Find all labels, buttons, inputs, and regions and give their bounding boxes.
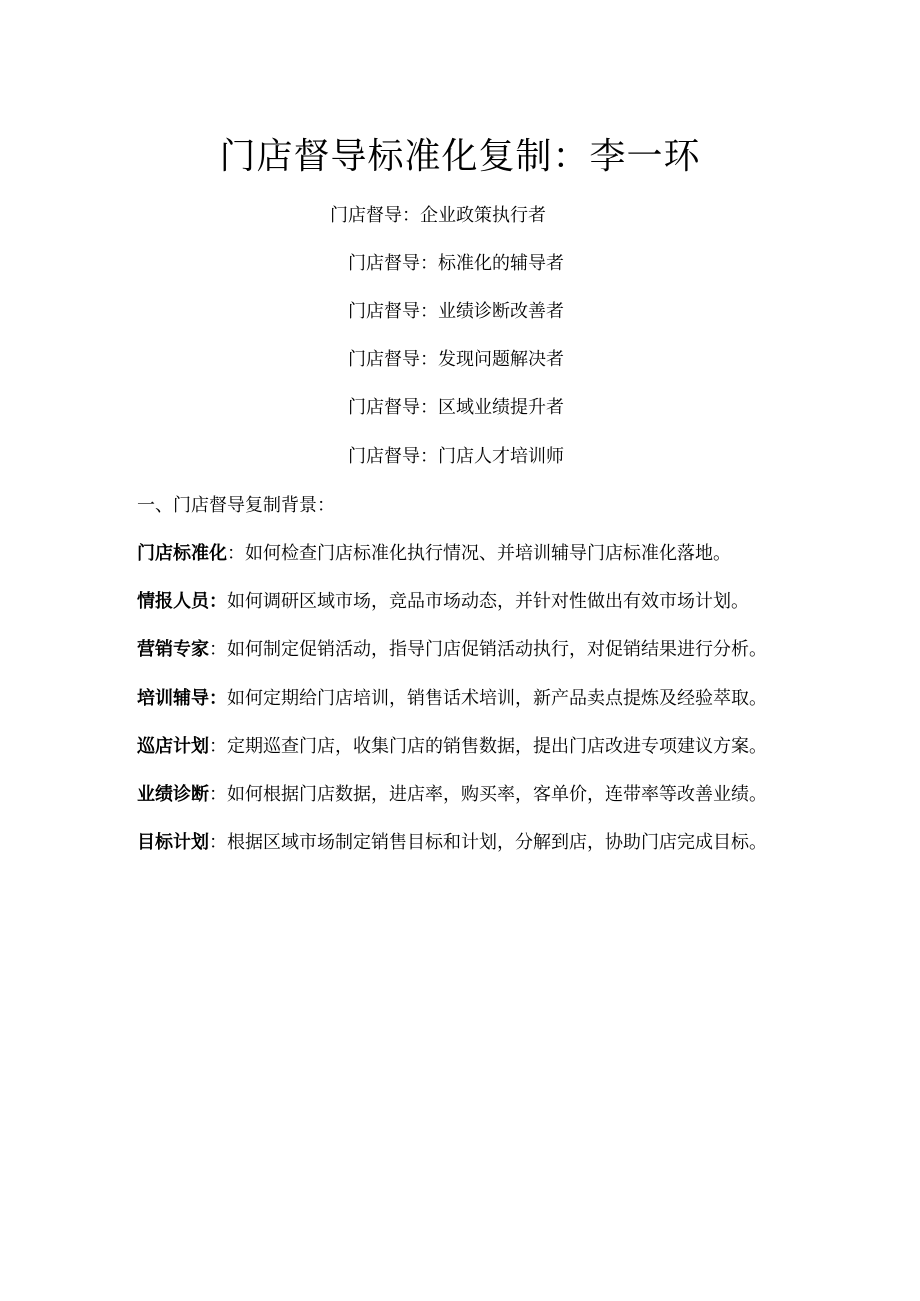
item-label: 门店标准化	[137, 543, 227, 564]
list-item	[137, 685, 767, 713]
item-text: ：如何制定促销活动，指导门店促销活动执行，对促销结果进行分析。	[209, 639, 767, 660]
item-text: ：如何检查门店标准化执行情况、并培训辅导门店标准化落地。	[227, 543, 731, 564]
item-text: 如何定期给门店培训，销售话术培训，新产品卖点提炼及经验萃取。	[227, 688, 767, 709]
item-label: 培训辅导：	[137, 688, 227, 709]
role-line: 门店督导：门店人才培训师	[348, 446, 564, 467]
list-item	[137, 781, 767, 809]
role-line: 门店督导：企业政策执行者	[330, 205, 546, 226]
item-label: 情报人员：	[137, 591, 227, 612]
item-text: ：根据区域市场制定销售目标和计划，分解到店，协助门店完成目标。	[209, 832, 767, 853]
item-label: 目标计划	[137, 832, 209, 853]
list-item	[137, 588, 749, 616]
role-line: 门店督导：发现问题解决者	[348, 349, 564, 370]
section-heading: 一、门店督导复制背景：	[137, 495, 335, 516]
role-line: 门店督导：业绩诊断改善者	[348, 301, 564, 322]
item-label: 巡店计划	[137, 736, 209, 757]
role-line: 门店督导：标准化的辅导者	[348, 253, 564, 274]
item-text: ：如何根据门店数据，进店率，购买率，客单价，连带率等改善业绩。	[209, 784, 767, 805]
item-label: 营销专家	[137, 639, 209, 660]
item-label: 业绩诊断	[137, 784, 209, 805]
role-line: 门店督导：区域业绩提升者	[348, 397, 564, 418]
list-item	[137, 829, 767, 857]
document-title: 门店督导标准化复制：李一环	[219, 136, 701, 177]
list-item	[137, 540, 731, 568]
list-item	[137, 733, 767, 761]
item-text: ：定期巡查门店，收集门店的销售数据，提出门店改进专项建议方案。	[209, 736, 767, 757]
list-item	[137, 636, 767, 664]
item-text: 如何调研区域市场，竞品市场动态，并针对性做出有效市场计划。	[227, 591, 749, 612]
